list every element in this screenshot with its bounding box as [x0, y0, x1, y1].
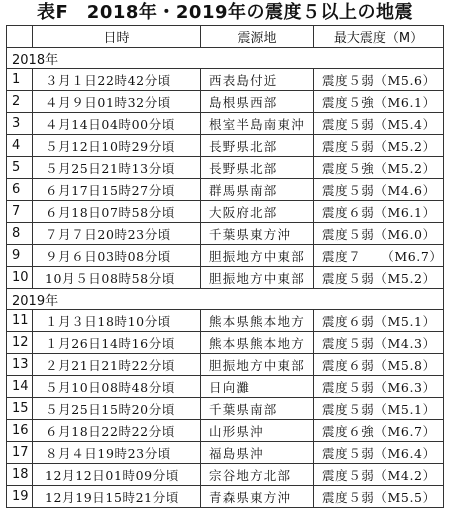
header-cell-intensity: 最大震度（M）	[314, 26, 444, 48]
row-number: 7	[7, 201, 33, 223]
datetime-cell: ５月12日10時29分頃	[33, 135, 201, 157]
row-number: 8	[7, 223, 33, 245]
table-row	[7, 223, 444, 245]
table-row	[7, 267, 444, 289]
intensity-cell: 震度５弱（M6.3）	[314, 376, 444, 398]
epicenter-cell: 千葉県南部	[201, 398, 314, 420]
epicenter-cell: 熊本県熊本地方	[201, 332, 314, 354]
epicenter-cell: 山形県沖	[201, 420, 314, 442]
table-row	[7, 245, 444, 267]
table-row	[7, 157, 444, 179]
datetime-cell: ５月25日15時20分頃	[33, 398, 201, 420]
table-row	[7, 486, 444, 508]
datetime-cell: ９月６日03時08分頃	[33, 245, 201, 267]
intensity-cell: 震度５弱（M5.5）	[314, 486, 444, 508]
row-number: 3	[7, 113, 33, 135]
earthquake-table	[6, 25, 444, 508]
table-row	[7, 113, 444, 135]
table-row	[7, 179, 444, 201]
row-number: 5	[7, 157, 33, 179]
intensity-cell: 震度６弱（M5.1）	[314, 310, 444, 332]
datetime-cell: 12月19日15時21分頃	[33, 486, 201, 508]
epicenter-cell: 福島県沖	[201, 442, 314, 464]
datetime-cell: 12月12日01時09分頃	[33, 464, 201, 486]
epicenter-cell: 胆振地方中東部	[201, 245, 314, 267]
header-row	[7, 26, 444, 48]
table-row	[7, 91, 444, 113]
year-section-row	[7, 289, 444, 310]
table-row	[7, 332, 444, 354]
row-number: 1	[7, 69, 33, 91]
intensity-cell: 震度５弱（M5.1）	[314, 398, 444, 420]
row-number: 11	[7, 310, 33, 332]
datetime-cell: ６月18日07時58分頃	[33, 201, 201, 223]
datetime-cell: 10月５日08時58分頃	[33, 267, 201, 289]
row-number: 4	[7, 135, 33, 157]
epicenter-cell: 青森県東方沖	[201, 486, 314, 508]
datetime-cell: ３月１日22時42分頃	[33, 69, 201, 91]
intensity-cell: 震度６強（M6.7）	[314, 420, 444, 442]
intensity-cell: 震度５強（M6.1）	[314, 91, 444, 113]
datetime-cell: ４月９日01時32分頃	[33, 91, 201, 113]
row-number: 2	[7, 91, 33, 113]
intensity-cell: 震度５弱（M5.2）	[314, 135, 444, 157]
row-number: 6	[7, 179, 33, 201]
intensity-cell: 震度５弱（M6.4）	[314, 442, 444, 464]
row-number: 14	[7, 376, 33, 398]
epicenter-cell: 長野県北部	[201, 157, 314, 179]
table-row	[7, 201, 444, 223]
row-number: 12	[7, 332, 33, 354]
earthquake-table-body	[7, 26, 444, 508]
intensity-cell: 震度６弱（M6.1）	[314, 201, 444, 223]
epicenter-cell: 千葉県東方沖	[201, 223, 314, 245]
table-row	[7, 442, 444, 464]
row-number: 17	[7, 442, 33, 464]
epicenter-cell: 群馬県南部	[201, 179, 314, 201]
datetime-cell: ５月25日21時13分頃	[33, 157, 201, 179]
header-cell-epicenter: 震源地	[201, 26, 314, 48]
intensity-cell: 震度５弱（M4.3）	[314, 332, 444, 354]
table-row	[7, 310, 444, 332]
table-row	[7, 464, 444, 486]
datetime-cell: ７月７日20時23分頃	[33, 223, 201, 245]
datetime-cell: ６月18日22時22分頃	[33, 420, 201, 442]
table-row	[7, 376, 444, 398]
datetime-cell: １月26日14時16分頃	[33, 332, 201, 354]
epicenter-cell: 大阪府北部	[201, 201, 314, 223]
intensity-cell: 震度５強（M5.2）	[314, 157, 444, 179]
datetime-cell: ６月17日15時27分頃	[33, 179, 201, 201]
row-number: 15	[7, 398, 33, 420]
epicenter-cell: 胆振地方中東部	[201, 267, 314, 289]
epicenter-cell: 胆振地方中東部	[201, 354, 314, 376]
table-row	[7, 354, 444, 376]
intensity-cell: 震度５弱（M6.0）	[314, 223, 444, 245]
epicenter-cell: 根室半島南東沖	[201, 113, 314, 135]
datetime-cell: ２月21日21時22分頃	[33, 354, 201, 376]
epicenter-cell: 島根県西部	[201, 91, 314, 113]
intensity-cell: 震度５弱（M4.2）	[314, 464, 444, 486]
table-row	[7, 420, 444, 442]
row-number: 9	[7, 245, 33, 267]
table-row	[7, 398, 444, 420]
intensity-cell: 震度５弱（M4.6）	[314, 179, 444, 201]
epicenter-cell: 長野県北部	[201, 135, 314, 157]
table-row	[7, 135, 444, 157]
intensity-cell: 震度６弱（M5.8）	[314, 354, 444, 376]
year-label: 2018年	[7, 48, 444, 69]
intensity-cell: 震度７ （M6.7）	[314, 245, 444, 267]
epicenter-cell: 日向灘	[201, 376, 314, 398]
epicenter-cell: 西表島付近	[201, 69, 314, 91]
intensity-cell: 震度５弱（M5.4）	[314, 113, 444, 135]
epicenter-cell: 宗谷地方北部	[201, 464, 314, 486]
datetime-cell: ５月10日08時48分頃	[33, 376, 201, 398]
table-row	[7, 69, 444, 91]
datetime-cell: ８月４日19時23分頃	[33, 442, 201, 464]
epicenter-cell: 熊本県熊本地方	[201, 310, 314, 332]
intensity-cell: 震度５弱（M5.2）	[314, 267, 444, 289]
row-number: 19	[7, 486, 33, 508]
table-title: 表F 2018年・2019年の震度５以上の地震	[37, 2, 413, 23]
datetime-cell: ４月14日04時00分頃	[33, 113, 201, 135]
year-label: 2019年	[7, 289, 444, 310]
datetime-cell: １月３日18時10分頃	[33, 310, 201, 332]
header-cell-number	[7, 26, 33, 48]
intensity-cell: 震度５弱（M5.6）	[314, 69, 444, 91]
row-number: 18	[7, 464, 33, 486]
header-cell-datetime: 日時	[33, 26, 201, 48]
row-number: 13	[7, 354, 33, 376]
row-number: 16	[7, 420, 33, 442]
year-section-row	[7, 48, 444, 69]
row-number: 10	[7, 267, 33, 289]
